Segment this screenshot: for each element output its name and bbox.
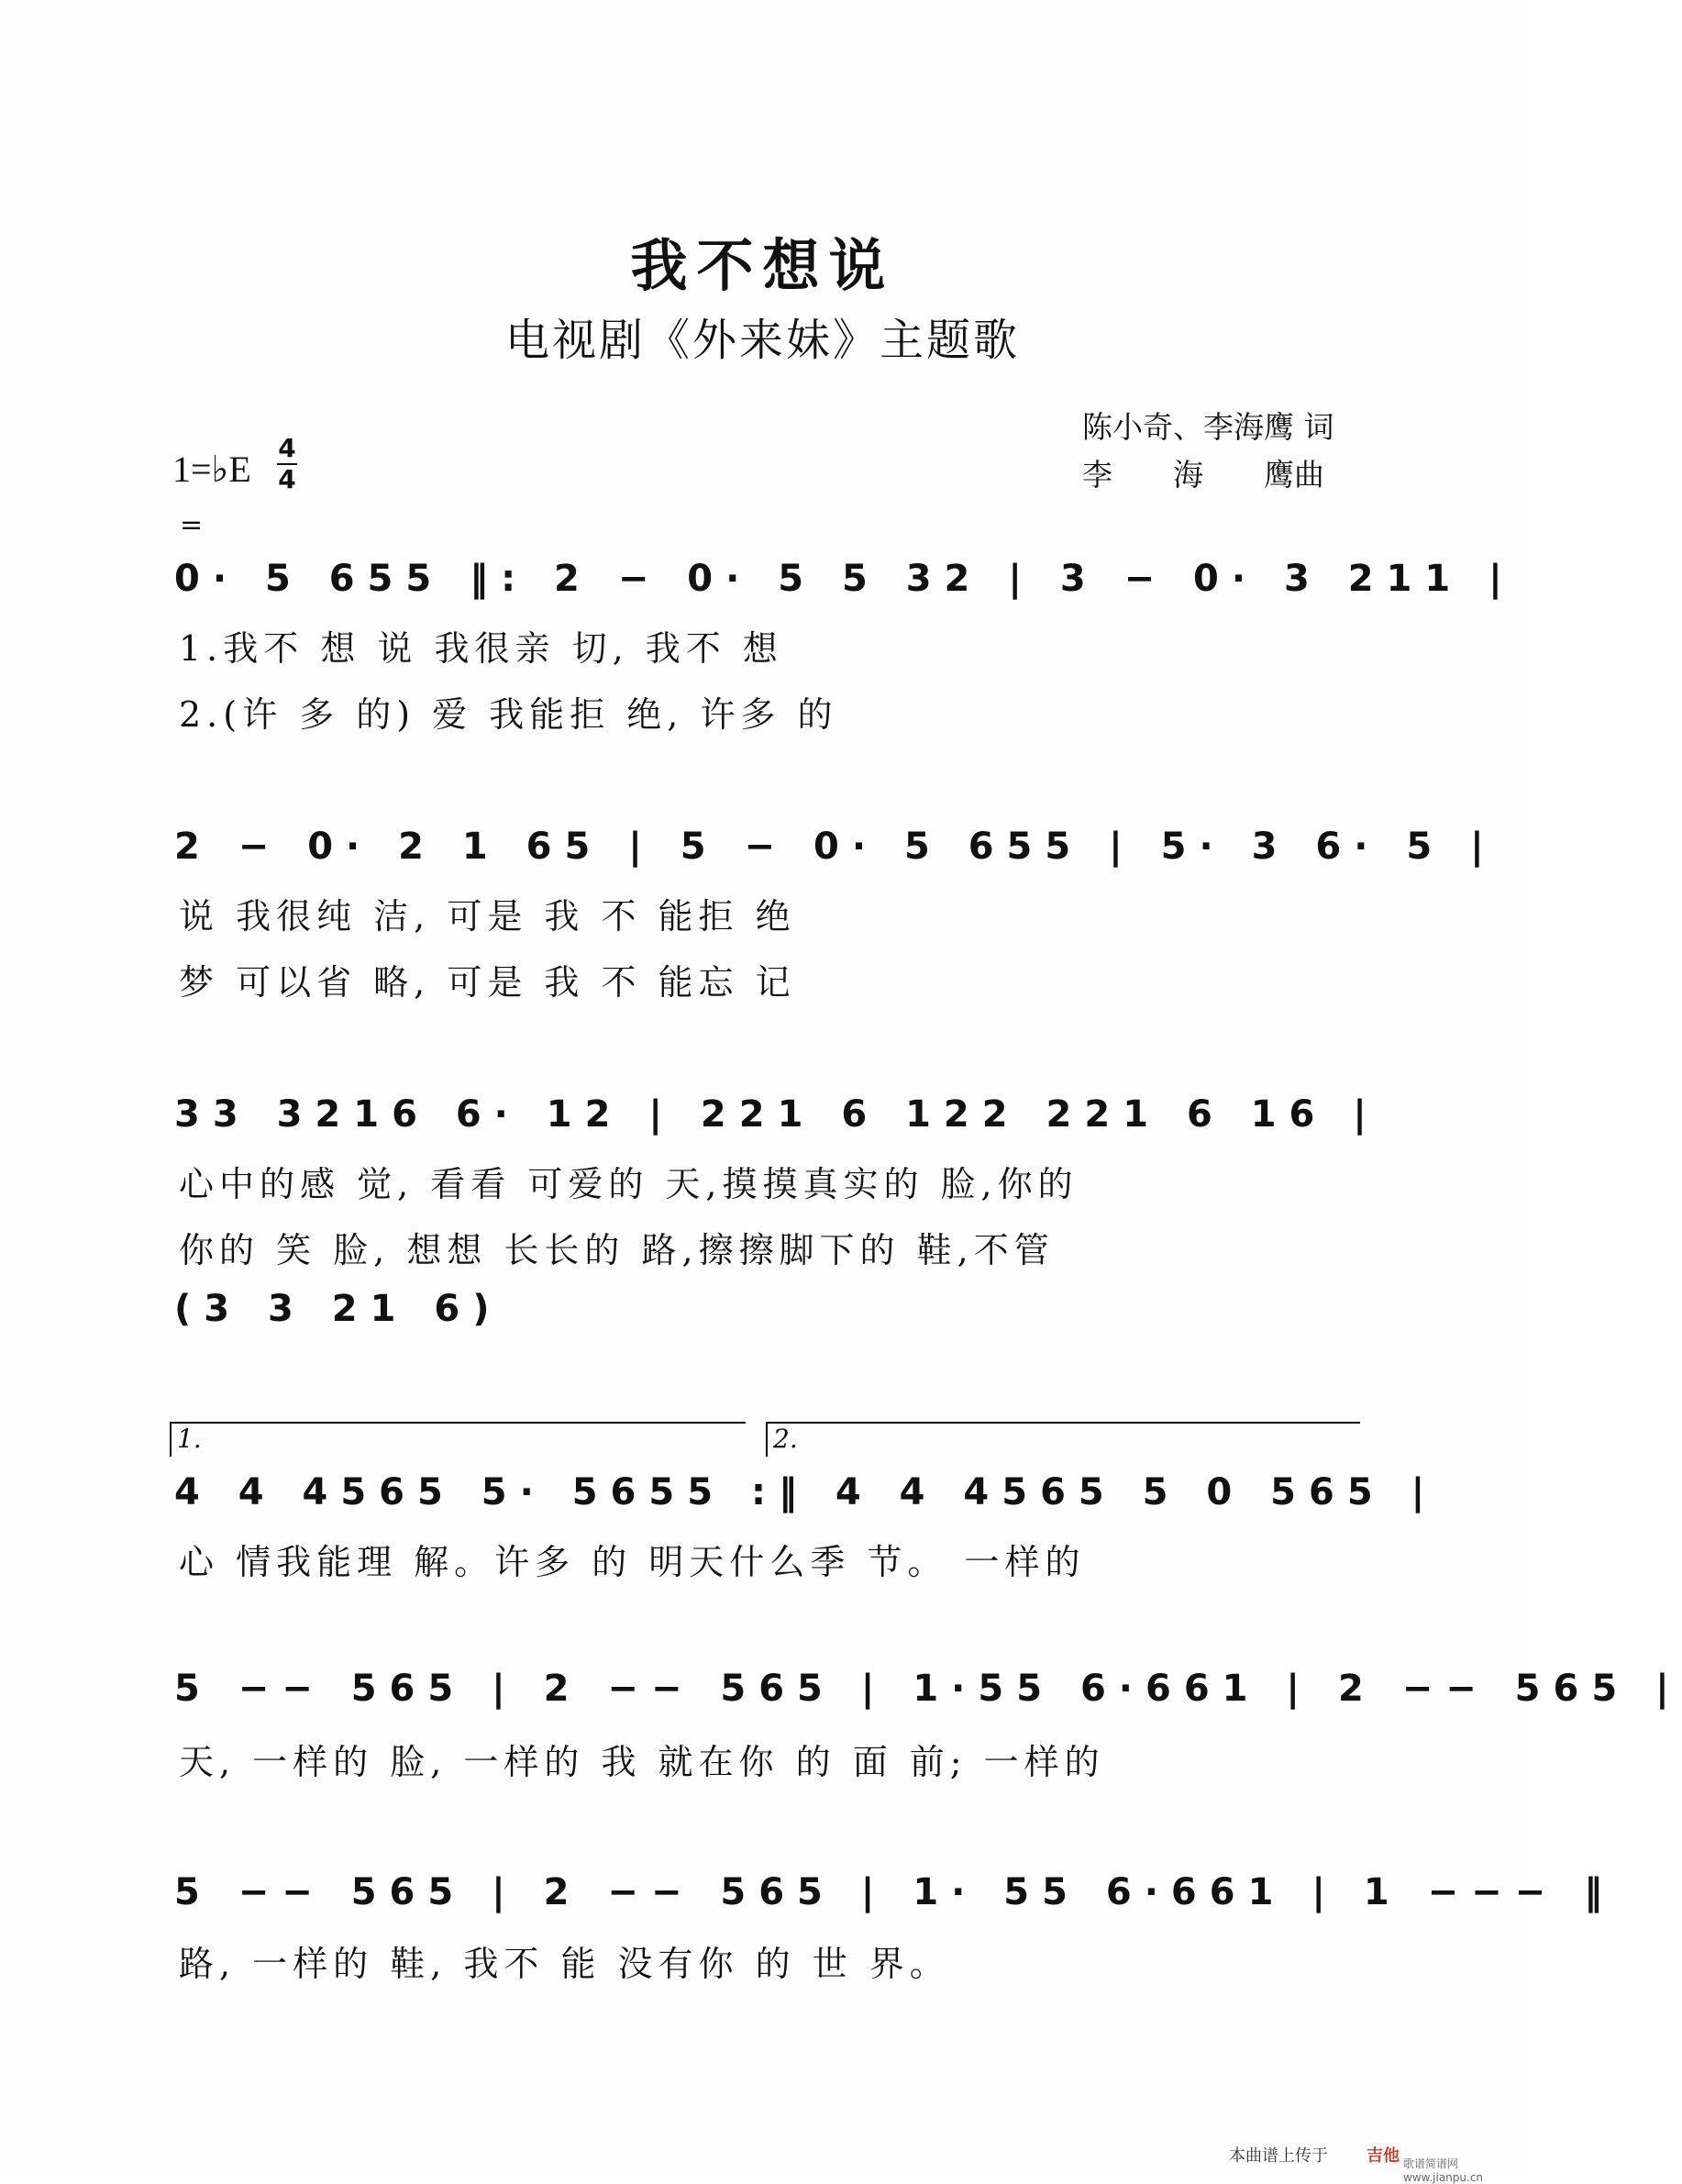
composer-credit: 李 海 鹰曲 [1082, 457, 1324, 493]
lyric-line-2-verse-1: 说 我很纯 洁, 可是 我 不 能拒 绝 [179, 896, 796, 937]
volta-1: 1. [170, 1422, 746, 1457]
tempo-mark: = [180, 509, 204, 541]
lyric-line-2-verse-2: 梦 可以省 略, 可是 我 不 能忘 记 [179, 962, 796, 1003]
lyric-line-1-verse-1: 1.我不 想 说 我很亲 切, 我不 想 [179, 628, 783, 669]
notes-line-5: 5 −− 565 | 2 −− 565 | 1·55 6·661 | 2 −− 565 | [174, 1668, 1682, 1710]
time-top: 4 [278, 433, 296, 463]
lyric-line-5: 天, 一样的 脸, 一样的 我 就在你 的 面 前; 一样的 [179, 1742, 1105, 1782]
volta-2: 2. [766, 1422, 1360, 1457]
notes-line-3-alt: (3 3 21 6) [174, 1288, 503, 1330]
lyric-line-6: 路, 一样的 鞋, 我不 能 没有你 的 世 界。 [179, 1944, 950, 1984]
key-signature: 1=♭E [172, 449, 251, 490]
site-logo: 吉他 [1367, 2146, 1400, 2166]
notes-line-2: 2 − 0· 2 1 65 | 5 − 0· 5 655 | 5· 3 6· 5 | [174, 826, 1497, 868]
notes-line-6: 5 −− 565 | 2 −− 565 | 1· 55 6·661 | 1 −−− ‖ [174, 1871, 1616, 1913]
lyricist-credit: 陈小奇、李海鹰 词 [1082, 409, 1334, 445]
notes-line-4: 4 4 4565 5· 5655 :‖ 4 4 4565 5 0 565 | [174, 1471, 1438, 1513]
lyric-line-1-verse-2: 2.(许 多 的) 爱 我能拒 绝, 许多 的 [179, 694, 838, 735]
time-bottom: 4 [278, 464, 296, 494]
lyric-line-3-verse-2: 你的 笑 脸, 想想 长长的 路,擦擦脚下的 鞋,不管 [179, 1230, 1055, 1270]
upload-text: 本曲谱上传于 [1229, 2146, 1328, 2166]
footer-watermark [1229, 2143, 1525, 2184]
notes-line-1: 0· 5 655 ‖: 2 − 0· 5 5 32 | 3 − 0· 3 211 | [174, 558, 1515, 600]
site-name: 歌谱简谱网 www.jianpu.cn [1403, 2157, 1484, 2184]
notes-line-3: 33 3216 6· 12 | 221 6 122 221 6 16 | [174, 1093, 1379, 1136]
lyric-line-3-verse-1: 心中的感 觉, 看看 可爱的 天,摸摸真实的 脸,你的 [179, 1164, 1079, 1204]
time-signature [277, 433, 297, 494]
lyric-line-4: 心 情我能理 解。许多 的 明天什么季 节。 一样的 [179, 1542, 1086, 1582]
song-title: 我不想说 [630, 232, 895, 299]
song-subtitle: 电视剧《外来妹》主题歌 [504, 315, 1020, 366]
